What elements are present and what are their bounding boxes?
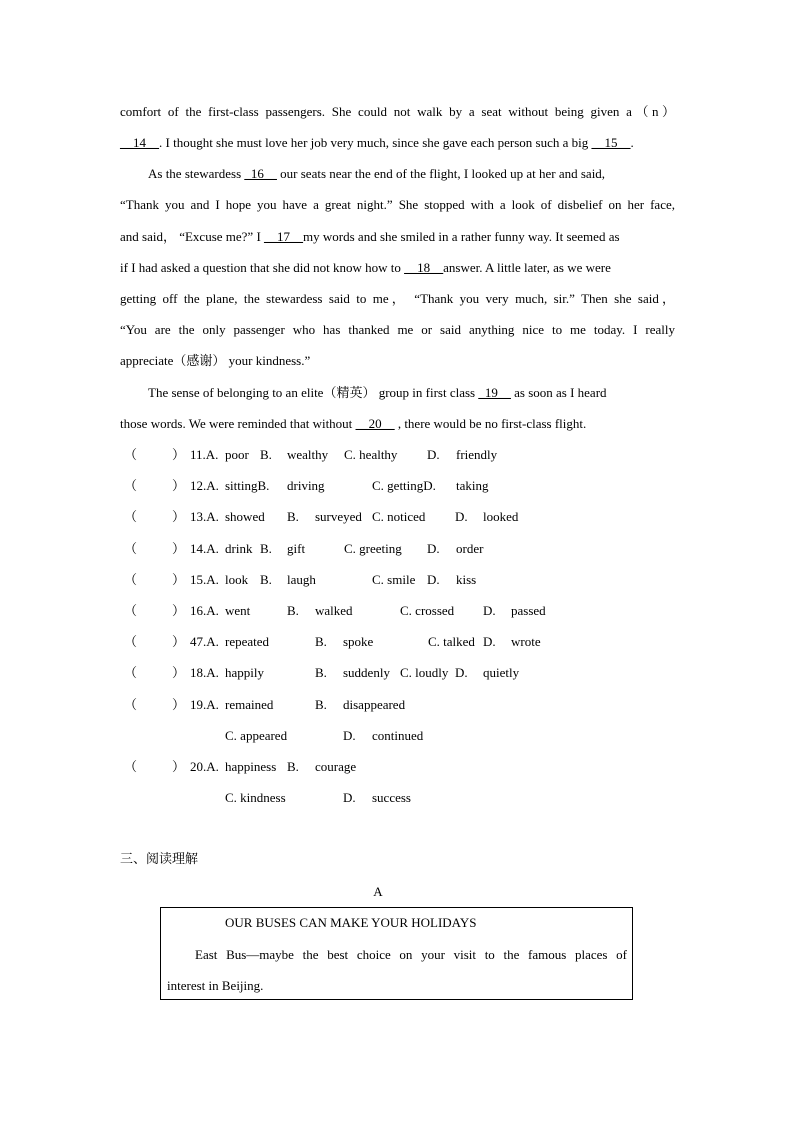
blank-15: __15__ — [591, 135, 631, 150]
section-heading: 三、阅读理解 — [120, 852, 199, 867]
passage-line-4: “Thank you and I hope you have a great night.” She stopped with a look of disbelief on her face, — [120, 197, 675, 212]
ad-paragraph-line-1: East Bus—maybe the best choice on your visit to the famous places of — [195, 947, 627, 962]
blank-20: __20__ — [355, 416, 395, 431]
blank-19: _19__ — [478, 385, 511, 400]
blank-16: _16__ — [244, 166, 277, 181]
passage-line-6: if I had asked a question that she did not know how to __18__answer. A little later, as we were — [120, 260, 611, 275]
blank-14: __14__ — [120, 135, 159, 150]
blank-17: __17__ — [264, 229, 304, 244]
ad-box — [160, 907, 633, 1000]
ad-title: OUR BUSES CAN MAKE YOUR HOLIDAYS — [225, 915, 477, 930]
blank-18: __18__ — [404, 260, 444, 275]
ad-paragraph-line-2: interest in Beijing. — [167, 978, 264, 993]
passage-line-2: __14__. I thought she must love her job very much, since she gave each person such a big __15__. — [120, 135, 634, 150]
passage-line-9: appreciate（感谢） your kindness.” — [120, 353, 311, 368]
passage-line-8: “You are the only passenger who has thanked me or said anything nice to me today. I really — [120, 322, 675, 337]
passage-line-1: comfort of the first-class passengers. She could not walk by a seat without being given a（n） — [120, 104, 675, 119]
document-page: comfort of the first-class passengers. She could not walk by a seat without being given a（n） __14__. I thought she must love her job very much, since she gave each person such a big __15__. As the stewardess _16__ our seats near the end of the flight, I looked up at her and said, “Thank you and I hope you have a great night.” She stopped with a look of disbelief on her face, and said， “Excuse me?” I __17__my words and she smiled in a rather funny way. It seemed as if I had asked a question that she did not know how to __18__answer. A little later, as we were getting off the plane, the stewardess said to me， “Thank you very much, sir.” Then she said， “You are the only passenger who has thanked me or said anything nice to me today. I really appreciate（感谢） your kindness.” The sense of belonging to an elite（精英） group in first class _19__ as soon as I heard those words. We were reminded that without __20__ , there would be no first-class flight. （ ） 11.A. poor B. wealthy C. healthy D. friendly （ ） 12.A. sittingB. driving C. gettingD. taking （ ） 13.A. showed B. surveyed C. noticed D. looked （ ） 14.A. drink B. gift C. greeting D. order （ ） 15.A. look B. laugh C. smile D. kiss （ ） 16.A. went B. walked C. crossed D. passed （ ） 47.A. repeated B. spoke C. talked D. wrote （ ） 18.A. happily B. suddenly C. loudly D. quietly （ ） 19.A. remained B. disappeared C. appeared D. continued （ ） 20.A. happiness B. courage C. kindness D. success 三、阅读理解 A OUR BUSES CAN MAKE YOUR HOLIDAYS East Bus—maybe the best choice on your visit to the famous places of interest in Beijing. — [120, 0, 675, 1123]
passage-line-5: and said， “Excuse me?” I __17__my words and she smiled in a rather funny way. It seemed as — [120, 229, 620, 244]
passage-line-7: getting off the plane, the stewardess said to me， “Thank you very much, sir.” Then she said， — [120, 291, 675, 306]
section-label: A — [373, 884, 383, 899]
passage-line-3: As the stewardess _16__ our seats near the end of the flight, I looked up at her and said, — [148, 166, 606, 181]
passage-line-10: The sense of belonging to an elite（精英） group in first class _19__ as soon as I heard — [148, 385, 607, 400]
passage-line-11: those words. We were reminded that without __20__ , there would be no first-class flight. — [120, 416, 587, 431]
